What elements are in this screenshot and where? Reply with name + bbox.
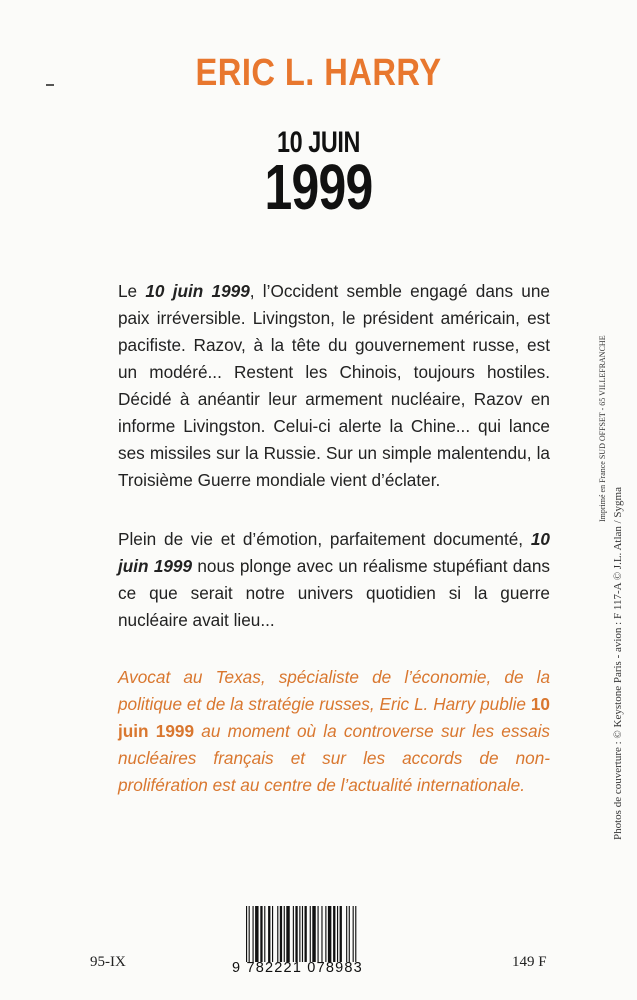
photo-credit: Photos de couverture : © Keystone Paris - avion : F 117-A © J.L. Atlan / Sygma bbox=[612, 487, 624, 840]
p1-highlight: 10 juin 1999 bbox=[145, 281, 250, 301]
p3-body: au moment où la controverse sur les essais nucléaires français et sur les accords de non-prolifération est au centre de l’actualité internationale. bbox=[118, 721, 551, 795]
blurb-paragraph-2 bbox=[118, 526, 550, 634]
print-code: 95-IX bbox=[90, 954, 126, 970]
author-name: ERIC L. HARRY bbox=[195, 52, 442, 94]
blurb-paragraph-1 bbox=[118, 278, 550, 494]
title-date: 10 JUIN bbox=[276, 126, 361, 159]
p2-body: nous plonge avec un réalisme stupéfiant dans ce que serait notre univers quotidien si la guerre nucléaire avait lieu... bbox=[118, 556, 551, 630]
printer-credit: Imprimé en France SUD OFFSET - 65 VILLEFRANCHE bbox=[598, 335, 607, 522]
price: 149 F bbox=[512, 954, 547, 970]
p3-highlight: 10 juin 1999 bbox=[118, 694, 550, 741]
title-year: 1999 bbox=[264, 151, 373, 223]
p3-pre: Avocat au Texas, spécialiste de l’économie, de la politique et de la stratégie russes, Eric L. Harry publie bbox=[118, 667, 550, 714]
isbn-number: 9 782221 078983 bbox=[232, 960, 363, 976]
side-credits bbox=[598, 300, 628, 840]
p2-highlight: 10 juin 1999 bbox=[118, 529, 550, 576]
author-bio-paragraph bbox=[118, 664, 550, 799]
p1-pre: Le bbox=[118, 281, 146, 301]
barcode bbox=[244, 906, 404, 962]
p2-pre: Plein de vie et d’émotion, parfaitement documenté, bbox=[118, 529, 531, 549]
p1-body: , l’Occident semble engagé dans une paix irréversible. Livingston, le président américain, est pacifiste. Razov, à la tête du gouvernement russe, est un modéré... Restent les Chinois, toujours hostiles. Décidé à anéantir leur armement nucléaire, Razov en informe Livingston. Celui-ci alerte la Chine... qui lance ses missiles sur la Russie. Sur un simple malentendu, la Troisième Guerre mondiale vient d’éclater. bbox=[118, 281, 550, 490]
